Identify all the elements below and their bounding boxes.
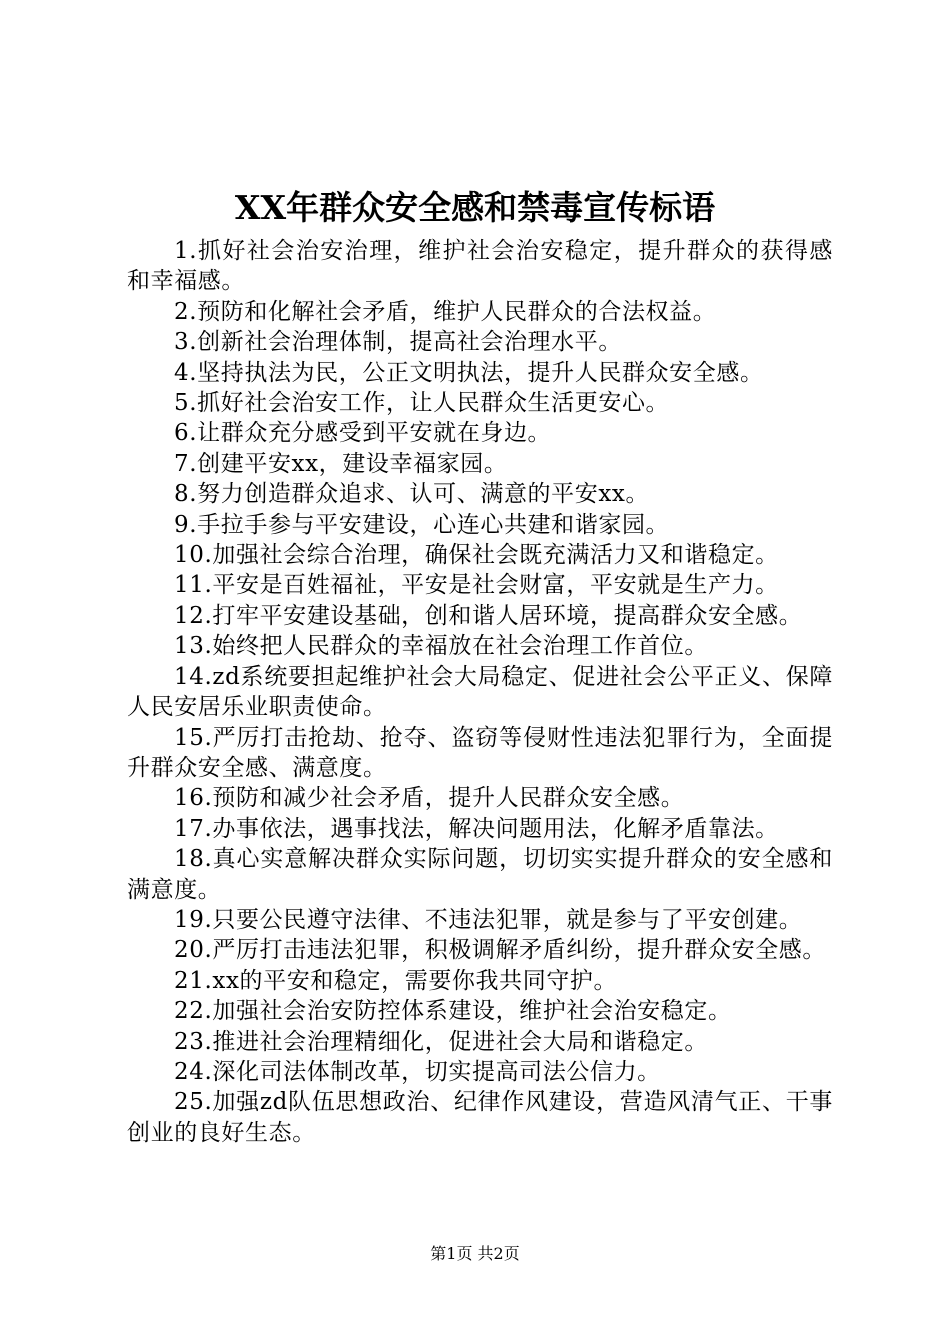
slogan-item: 4.坚持执法为民，公正文明执法，提升人民群众安全感。 — [174, 359, 764, 386]
slogan-item: 11.平安是百姓福祉，平安是社会财富，平安就是生产力。 — [174, 572, 779, 599]
slogan-item: 18.真心实意解决群众实际问题，切切实实提升群众的安全感和满意度。 — [127, 846, 833, 903]
slogan-item: 20.严厉打击违法犯罪，积极调解矛盾纠纷，提升群众安全感。 — [174, 937, 826, 964]
slogan-item: 21.xx的平安和稳定，需要你我共同守护。 — [174, 967, 618, 994]
slogan-item: 19.只要公民遵守法律、不违法犯罪，就是参与了平安创建。 — [174, 906, 803, 933]
slogan-item: 14.zd系统要担起维护社会大局稳定、促进社会公平正义、保障人民安居乐业职责使命。 — [127, 663, 833, 721]
slogan-item: 8.努力创造群众追求、认可、满意的平安xx。 — [174, 481, 650, 508]
slogan-item: 17.办事依法，遇事找法，解决问题用法，化解矛盾靠法。 — [174, 815, 779, 842]
slogan-item: 9.手拉手参与平安建设，心连心共建和谐家园。 — [174, 511, 670, 538]
slogan-item: 12.打牢平安建设基础，创和谐人居环境，提高群众安全感。 — [174, 602, 803, 629]
slogan-item: 5.抓好社会治安工作，让人民群众生活更安心。 — [174, 390, 670, 417]
slogan-item: 22.加强社会治安防控体系建设，维护社会治安稳定。 — [174, 998, 732, 1025]
slogan-list — [127, 236, 833, 1148]
slogan-item: 1.抓好社会治安治理，维护社会治安稳定，提升群众的获得感和幸福感。 — [127, 238, 833, 295]
slogan-item: 2.预防和化解社会矛盾，维护人民群众的合法权益。 — [174, 298, 717, 325]
slogan-item: 15.严厉打击抢劫、抢夺、盗窃等侵财性违法犯罪行为，全面提升群众安全感、满意度。 — [127, 724, 833, 781]
slogan-item: 6.让群众充分感受到平安就在身边。 — [174, 420, 552, 447]
slogan-item: 13.始终把人民群众的幸福放在社会治理工作首位。 — [174, 633, 708, 660]
slogan-item: 24.深化司法体制改革，切实提高司法公信力。 — [174, 1058, 661, 1085]
slogan-item: 25.加强zd队伍思想政治、纪律作风建设，营造风清气正、干事创业的良好生态。 — [127, 1089, 833, 1146]
document-title: XX年群众安全感和禁毒宣传标语 — [234, 188, 716, 227]
slogan-item: 3.创新社会治理体制，提高社会治理水平。 — [174, 329, 622, 356]
slogan-item: 10.加强社会综合治理，确保社会既充满活力又和谐稳定。 — [174, 542, 779, 569]
slogan-item: 16.预防和减少社会矛盾，提升人民群众安全感。 — [174, 785, 685, 812]
slogan-item: 23.推进社会治理精细化，促进社会大局和谐稳定。 — [174, 1028, 708, 1055]
page-number: 第1页 共2页 — [430, 1244, 520, 1263]
slogan-item: 7.创建平安xx，建设幸福家园。 — [174, 450, 508, 477]
